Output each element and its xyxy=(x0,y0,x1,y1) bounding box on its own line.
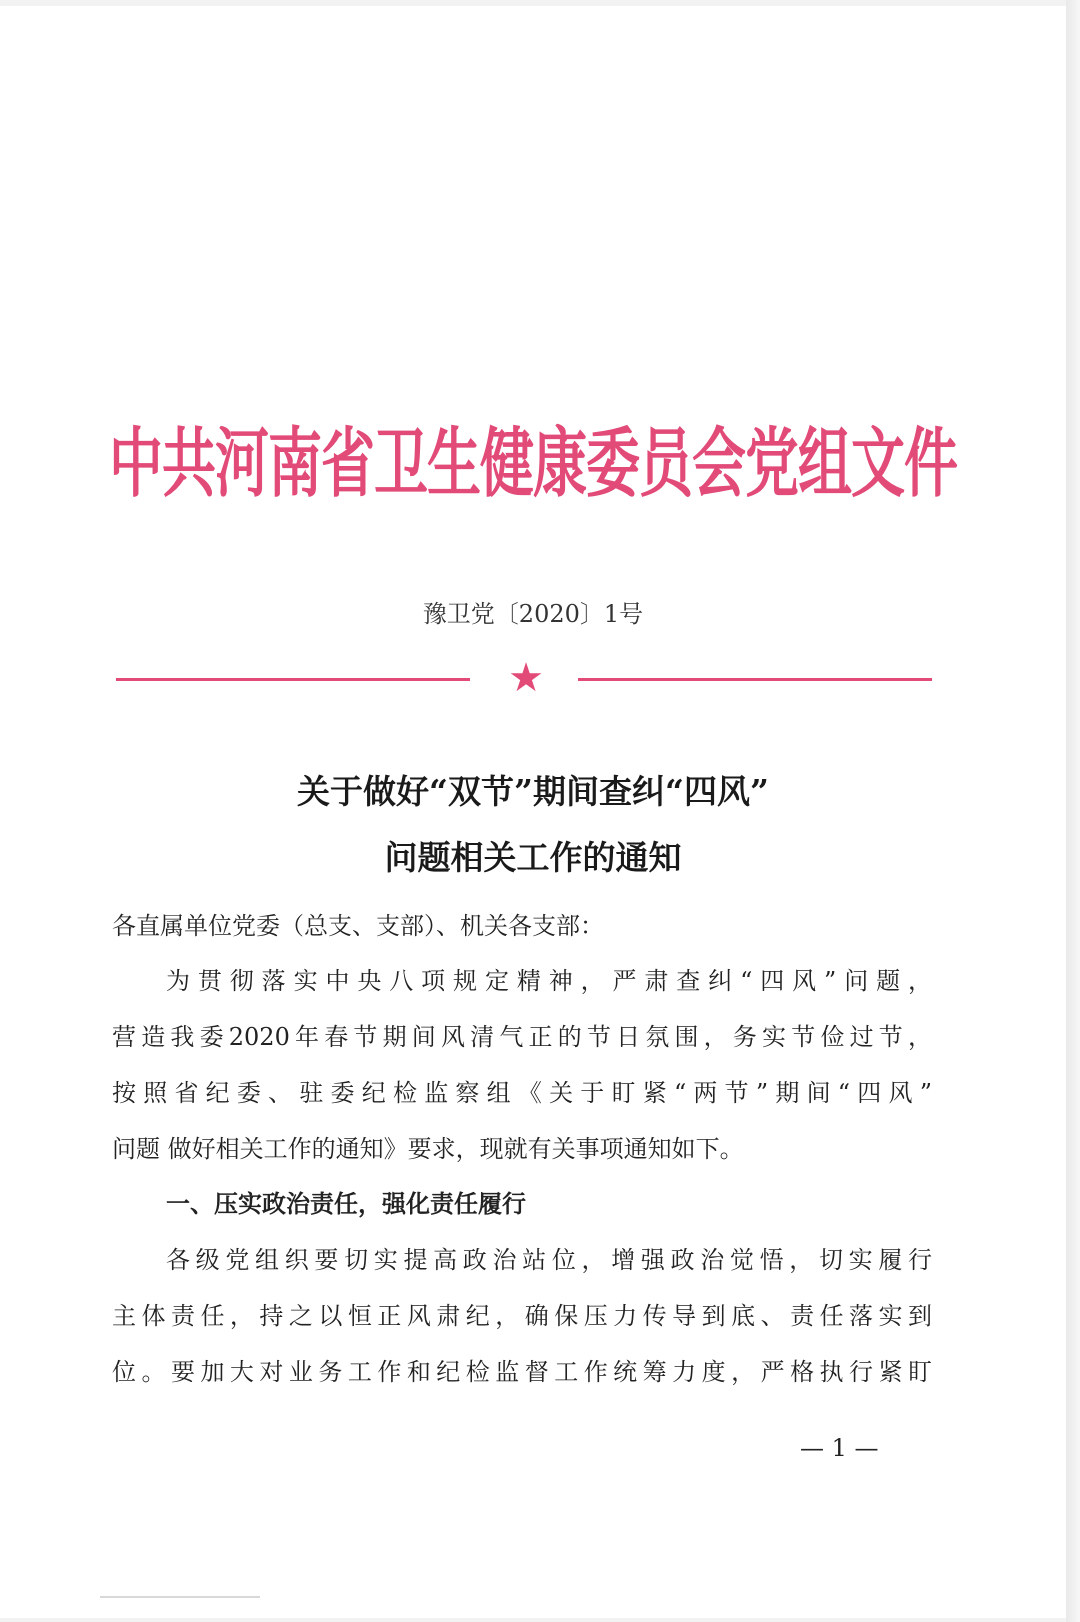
red-divider-right xyxy=(578,678,932,681)
salutation: 各直属单位党委（总支、支部）、机关各支部： xyxy=(112,912,604,940)
paragraph-1-line-2: 营造我委2020年春节期间风清气正的节日氛围，务实节俭过节， xyxy=(112,1023,932,1051)
notice-title-line-2: 问题相关工作的通知 xyxy=(384,838,682,877)
paragraph-1-line-4: 问题 做好相关工作的通知》要求，现就有关事项通知如下。 xyxy=(112,1135,744,1163)
section-1-heading: 一、压实政治责任，强化责任履行 xyxy=(166,1190,526,1218)
page-edge-shadow xyxy=(1066,0,1080,1622)
scan-mark xyxy=(100,1596,260,1598)
masthead-title: 中共河南省卫生健康委员会党组文件 xyxy=(109,418,957,508)
page-number: — 1 — xyxy=(800,1434,879,1462)
paragraph-2-line-1: 各级党组织要切实提高政治站位，增强政治觉悟，切实履行 xyxy=(166,1246,932,1274)
paragraph-2-line-2: 主体责任，持之以恒正风肃纪，确保压力传导到底、责任落实到 xyxy=(112,1302,932,1330)
paragraph-1-line-3: 按照省纪委、驻委纪检监察组《关于盯紧“两节”期间“四风” xyxy=(112,1079,932,1107)
document-page xyxy=(0,6,1066,1618)
notice-title-line-1: 关于做好“双节”期间查纠“四风” xyxy=(297,772,769,811)
paragraph-2-line-3: 位。要加大对业务工作和纪检监督工作统筹力度，严格执行紧盯 xyxy=(112,1358,932,1386)
red-divider-left xyxy=(116,678,470,681)
document-number: 豫卫党〔2020〕1号 xyxy=(422,600,644,628)
star-icon: ★ xyxy=(508,655,544,701)
paragraph-1-line-1: 为贯彻落实中央八项规定精神，严肃查纠“四风”问题， xyxy=(166,967,932,995)
